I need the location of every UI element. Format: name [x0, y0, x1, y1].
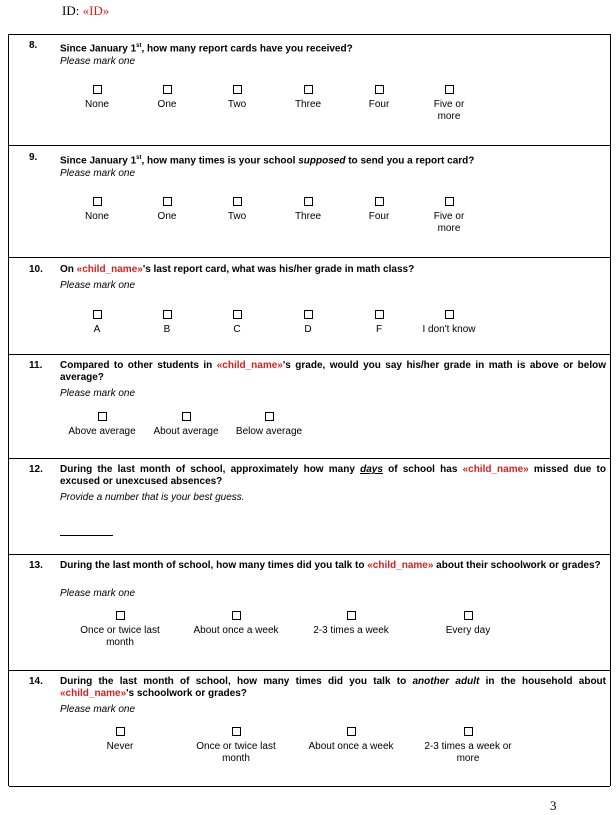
- checkbox[interactable]: [464, 727, 473, 736]
- option-label: I don't know: [422, 324, 476, 335]
- question-text: [60, 40, 606, 55]
- option-above-average[interactable]: [57, 412, 147, 438]
- id-line: [62, 3, 109, 19]
- option-label: Three: [294, 99, 322, 110]
- id-label: ID:: [62, 3, 80, 18]
- option-label: Two: [227, 99, 247, 110]
- child-name-field: «child_name»: [216, 360, 283, 371]
- option-label: One: [157, 211, 177, 222]
- question-number: 12.: [29, 464, 43, 475]
- option-label: About once a week: [308, 741, 394, 752]
- question-text: [60, 152, 606, 167]
- checkbox[interactable]: [265, 412, 274, 421]
- option-never[interactable]: [65, 727, 175, 753]
- child-name-field: «child_name»: [76, 264, 143, 275]
- option-label: Four: [368, 211, 390, 222]
- question-number: 9.: [29, 152, 38, 163]
- option-once-or-twice[interactable]: [181, 727, 291, 765]
- option-label: C: [233, 324, 241, 335]
- emphasis-text: another adult: [412, 676, 480, 687]
- question-text-part: 's schoolwork or grades?: [126, 688, 247, 699]
- checkbox[interactable]: [304, 197, 313, 206]
- question-text: [60, 360, 606, 384]
- option-about-once-a-week[interactable]: [296, 727, 406, 753]
- option-label: Below average: [235, 426, 303, 437]
- checkbox[interactable]: [233, 85, 242, 94]
- option-label: D: [304, 324, 312, 335]
- option-label: B: [163, 324, 171, 335]
- question-12: [9, 458, 610, 555]
- question-text-part: about their schoolwork or grades?: [433, 560, 601, 571]
- option-label: Two: [227, 211, 247, 222]
- checkbox[interactable]: [347, 727, 356, 736]
- checkbox[interactable]: [375, 310, 384, 319]
- question-text-part: Compared to other students in: [60, 360, 217, 371]
- question-13: [9, 554, 610, 671]
- instruction: Please mark one: [60, 588, 136, 599]
- question-number: 11.: [29, 360, 43, 371]
- question-text-part: Since January 1: [60, 155, 137, 167]
- option-label: Five or more: [433, 211, 465, 234]
- instruction: Please mark one: [60, 56, 136, 67]
- option-once-or-twice[interactable]: [65, 611, 175, 649]
- checkbox[interactable]: [464, 611, 473, 620]
- checkbox[interactable]: [98, 412, 107, 421]
- question-number: 8.: [29, 40, 38, 51]
- checkbox[interactable]: [116, 611, 125, 620]
- question-number: 14.: [29, 676, 43, 687]
- checkbox[interactable]: [304, 310, 313, 319]
- option-2-3-times-a-week[interactable]: [296, 611, 406, 637]
- instruction: Please mark one: [60, 388, 136, 399]
- option-label: Five or more: [433, 99, 465, 122]
- checkbox[interactable]: [182, 412, 191, 421]
- id-merge-field: «ID»: [82, 3, 110, 18]
- checkbox[interactable]: [375, 197, 384, 206]
- checkbox[interactable]: [232, 611, 241, 620]
- question-text-part: 's grade, would you say his/her grade in math is above or below average?: [60, 360, 606, 383]
- question-text: [60, 560, 606, 572]
- emphasis-text: supposed: [298, 155, 346, 167]
- option-label: Four: [368, 99, 390, 110]
- option-2-3-times-or-more[interactable]: [413, 727, 523, 765]
- child-name-field: «child_name»: [60, 688, 127, 699]
- option-label: About once a week: [193, 625, 279, 636]
- question-text-part: of school has: [382, 464, 463, 475]
- checkbox[interactable]: [163, 310, 172, 319]
- option-label: None: [85, 99, 109, 110]
- option-label: Never: [106, 741, 134, 752]
- question-text-part: , how many times is your school: [141, 155, 299, 167]
- checkbox[interactable]: [163, 85, 172, 94]
- option-five-or-more[interactable]: [404, 85, 494, 123]
- question-number: 13.: [29, 560, 43, 571]
- checkbox[interactable]: [232, 727, 241, 736]
- option-label: Above average: [68, 426, 136, 437]
- option-label: One: [157, 99, 177, 110]
- question-text-part: 's last report card, what was his/her grade in math class?: [142, 264, 415, 275]
- checkbox[interactable]: [233, 310, 242, 319]
- question-text: [60, 264, 606, 276]
- question-9: [9, 145, 610, 258]
- question-text-part: Since January 1: [60, 43, 137, 55]
- question-text: [60, 676, 606, 700]
- option-below-average[interactable]: [224, 412, 314, 438]
- option-five-or-more[interactable]: [404, 197, 494, 235]
- instruction: Please mark one: [60, 168, 136, 179]
- checkbox[interactable]: [445, 85, 454, 94]
- checkbox[interactable]: [93, 85, 102, 94]
- checkbox[interactable]: [93, 310, 102, 319]
- option-label: F: [375, 324, 383, 335]
- checkbox[interactable]: [233, 197, 242, 206]
- instruction: Provide a number that is your best guess.: [60, 492, 245, 503]
- question-text-part: During the last month of school, how many times did you talk to: [60, 560, 368, 571]
- option-label: About average: [153, 426, 219, 437]
- checkbox[interactable]: [304, 85, 313, 94]
- option-about-once-a-week[interactable]: [181, 611, 291, 637]
- child-name-field: «child_name»: [367, 560, 434, 571]
- question-number: 10.: [29, 264, 43, 275]
- question-8: [9, 34, 610, 146]
- option-label: A: [93, 324, 101, 335]
- instruction: Please mark one: [60, 280, 136, 291]
- ordinal-suffix: st: [136, 155, 142, 161]
- option-dont-know[interactable]: [404, 310, 494, 336]
- page-number: 3: [550, 798, 557, 813]
- question-14: [9, 670, 610, 787]
- question-10: [9, 257, 610, 355]
- question-text-part: During the last month of school, how many times did you talk to: [60, 676, 413, 687]
- option-about-average[interactable]: [141, 412, 231, 438]
- option-label: Once or twice last month: [80, 625, 160, 648]
- checkbox[interactable]: [445, 197, 454, 206]
- survey-questions: [8, 34, 611, 786]
- question-text-part: to send you a report card?: [345, 155, 475, 167]
- question-text-part: During the last month of school, approximately how many: [60, 464, 361, 475]
- checkbox[interactable]: [375, 85, 384, 94]
- question-text-part: , how many report cards have you received?: [141, 43, 353, 55]
- instruction: Please mark one: [60, 704, 136, 715]
- emphasis-text: days: [360, 464, 383, 475]
- child-name-field: «child_name»: [462, 464, 529, 475]
- option-label: 2-3 times a week: [313, 625, 389, 636]
- checkbox[interactable]: [163, 197, 172, 206]
- checkbox[interactable]: [445, 310, 454, 319]
- question-text: [60, 464, 606, 488]
- option-label: 2-3 times a week or more: [424, 741, 512, 764]
- option-label: Three: [294, 211, 322, 222]
- option-label: Every day: [445, 625, 491, 636]
- question-11: [9, 354, 610, 459]
- option-label: Once or twice last month: [196, 741, 276, 764]
- option-every-day[interactable]: [413, 611, 523, 637]
- checkbox[interactable]: [347, 611, 356, 620]
- question-text-part: in the household about: [479, 676, 606, 687]
- answer-blank[interactable]: [60, 535, 113, 536]
- option-label: None: [85, 211, 109, 222]
- checkbox[interactable]: [93, 197, 102, 206]
- question-text-part: On: [60, 264, 77, 275]
- question-text-part: missed due to excused or unexcused absences?: [60, 464, 606, 487]
- ordinal-suffix: st: [136, 43, 142, 49]
- checkbox[interactable]: [116, 727, 125, 736]
